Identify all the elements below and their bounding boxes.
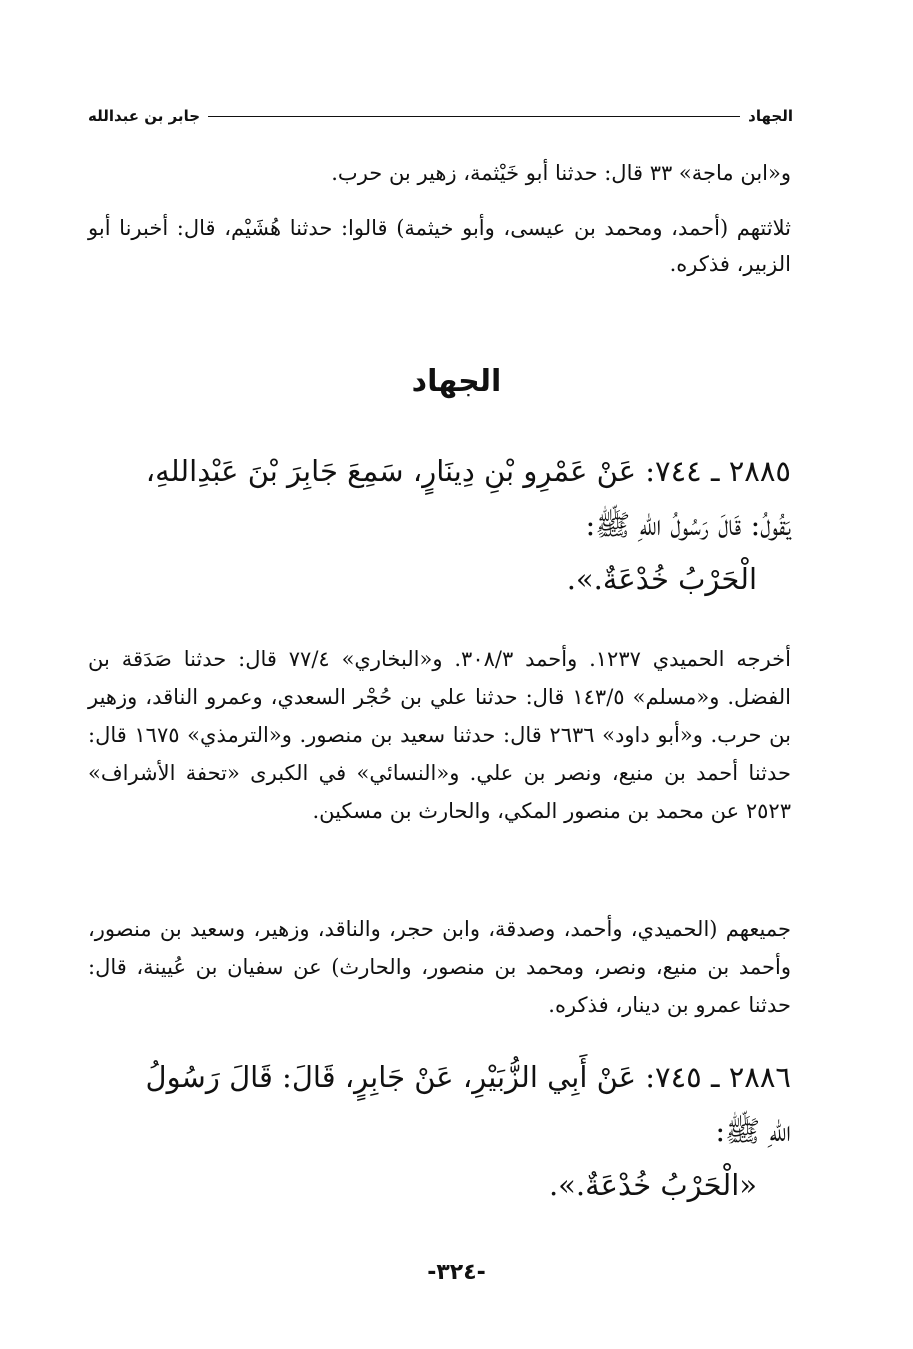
hadith-2885-text: الْحَرْبُ خُدْعَةٌ.». bbox=[566, 562, 757, 596]
hadith-2885 bbox=[88, 444, 791, 606]
hadith-2886-intro: اللهِ ﷺ: bbox=[715, 1114, 791, 1148]
takhrij-2885-paragraph-1: أخرجه الحميدي ١٢٣٧. وأحمد ٣٠٨/٣. و«البخاري» ٧٧/٤ قال: حدثنا صَدَقة بن الفضل. و«مسلم» ١٤٣/٥ قال: حدثنا علي بن حُجْر السعدي، وعمرو الناقد، وزهير بن حرب. و«أبو داود» ٢٦٣٦ قال: حدثنا سعيد بن منصور. و«الترمذي» ١٦٧٥ قال: حدثنا أحمد بن منيع، ونصر بن علي. و«النسائي» في الكبرى «تحفة الأشراف» ٢٥٢٣ عن محمد بن منصور المكي، والحارث بن مسكين. bbox=[88, 647, 791, 823]
hadith-2886 bbox=[88, 1050, 791, 1212]
intro-line: و«ابن ماجة» ٣٣ قال: حدثنا أبو خَيْثمة، زهير بن حرب. bbox=[331, 161, 791, 185]
takhrij-2885-paragraph-2: جميعهم (الحميدي، وأحمد، وصدقة، وابن حجر، والناقد، وزهير، وسعيد بن منصور، وأحمد بن منيع، ونصر، ومحمد بن منصور، والحارث) عن سفيان بن عُيينة، قال: حدثنا عمرو بن دينار، فذكره. bbox=[88, 917, 791, 1017]
running-header bbox=[88, 104, 793, 128]
header-rule bbox=[208, 116, 740, 117]
intro-paragraph: ثلاثتهم (أحمد، ومحمد بن عيسى، وأبو خيثمة) قالوا: حدثنا هُشَيْم، قال: أخبرنا أبو الزبير، فذكره. bbox=[88, 216, 791, 276]
hadith-2886-text: «الْحَرْبُ خُدْعَةٌ.». bbox=[548, 1168, 757, 1202]
hadith-2885-intro: يَقُولُ: قَالَ رَسُولُ اللهِ ﷺ: bbox=[585, 508, 791, 542]
hadith-2886-isnad: ٢٨٨٦ ـ ٧٤٥: عَنْ أَبِي الزُّبَيْرِ، عَنْ جَابِرٍ، قَالَ: قَالَ رَسُولُ bbox=[145, 1060, 791, 1094]
header-narrator: جابر بن عبدالله bbox=[88, 107, 201, 125]
hadith-2885-isnad: ٢٨٨٥ ـ ٧٤٤: عَنْ عَمْرِو بْنِ دِينَارٍ، سَمِعَ جَابِرَ بْنَ عَبْدِاللهِ، bbox=[145, 454, 791, 488]
section-title: الجهاد bbox=[411, 364, 502, 399]
page-number: -٣٢٤- bbox=[427, 1260, 486, 1285]
header-chapter: الجهاد bbox=[748, 107, 793, 125]
